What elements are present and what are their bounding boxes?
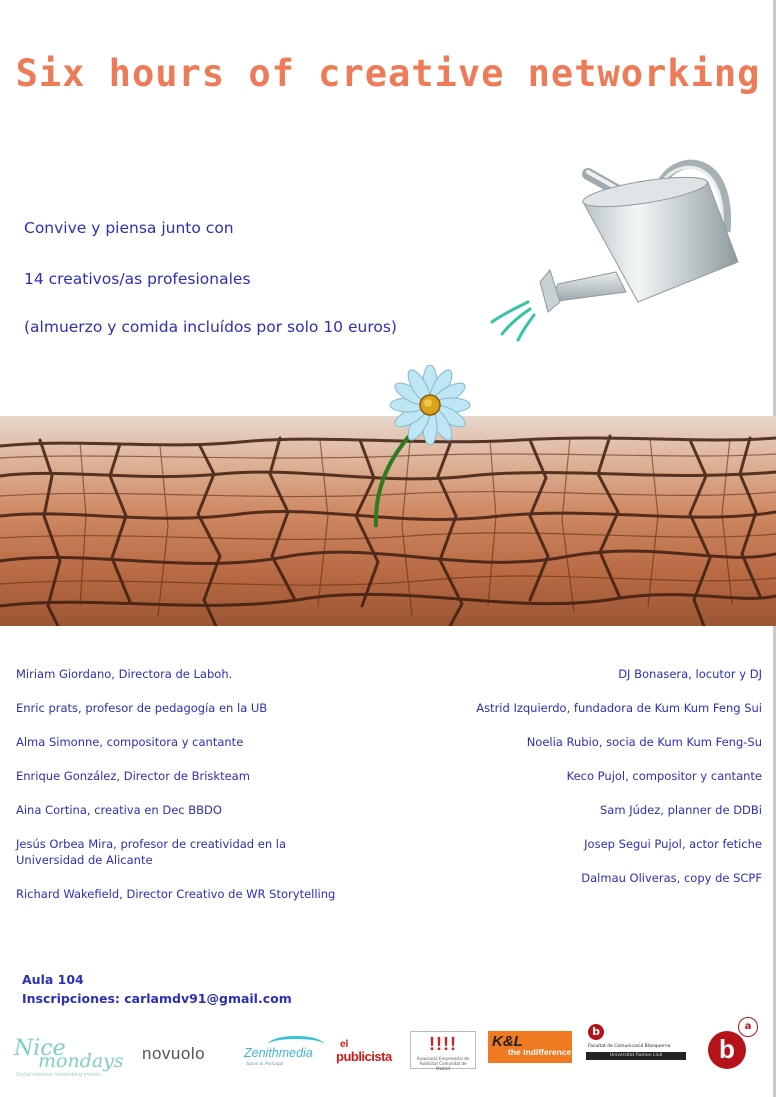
ba-logo-b: b xyxy=(708,1031,746,1069)
faculty-line1: Facultat de Comunicació Blanquerna xyxy=(588,1044,671,1049)
speaker-left-4: Enrique González, Director de Briskteam xyxy=(16,769,250,783)
intro-line-2: 14 creativos/as profesionales xyxy=(24,270,251,288)
venue-text: Aula 104 xyxy=(22,972,84,987)
kll-mark: K&L xyxy=(492,1033,523,1050)
agency-marks: !!!! xyxy=(429,1034,457,1054)
faculty-line2: Universitat Ramon Llull xyxy=(586,1052,686,1060)
el-publicista-logo xyxy=(336,1041,398,1069)
watering-can-icon xyxy=(488,152,748,342)
speaker-right-5: Sam Júdez, planner de DDBi xyxy=(599,803,762,817)
page-title: Six hours of creative networking xyxy=(15,52,761,95)
zenith-sub: Spain & Portugal xyxy=(246,1062,284,1067)
daisy-flower-icon xyxy=(360,365,480,530)
publicista-prefix: el xyxy=(340,1039,349,1050)
speaker-right-7: Dalmau Oliveras, copy de SCPF xyxy=(581,871,762,885)
speaker-left-1: Miriam Giordano, Directora de Laboh. xyxy=(16,667,233,681)
registration-text[interactable]: Inscripciones: carlamdv91@gmail.com xyxy=(22,991,292,1006)
ba-logo xyxy=(708,1017,758,1069)
intro-line-1: Convive y piensa junto con xyxy=(24,219,234,237)
speaker-left-7: Richard Wakefield, Director Creativo de WR Storytelling xyxy=(16,887,336,901)
speaker-left-5: Aina Cortina, creativa en Dec BBDO xyxy=(16,803,222,817)
nice-mondays-line1: Nice xyxy=(14,1036,66,1061)
speaker-right-2: Astrid Izquierdo, fundadora de Kum Kum Feng Sui xyxy=(476,701,762,715)
nice-mondays-tag: Social creative networking events xyxy=(16,1072,101,1078)
speaker-right-1: DJ Bonasera, locutor y DJ xyxy=(618,667,762,681)
nice-mondays-logo xyxy=(14,1036,126,1078)
ba-logo-a: a xyxy=(738,1017,758,1037)
agency-logo xyxy=(410,1031,476,1069)
speaker-left-2: Enric prats, profesor de pedagogía en la UB xyxy=(16,701,268,715)
speaker-left-3: Alma Simonne, compositora y cantante xyxy=(16,735,244,749)
nice-mondays-line2: mondays xyxy=(38,1050,124,1072)
speaker-right-6: Josep Segui Pujol, actor fetiche xyxy=(584,837,762,851)
intro-line-3: (almuerzo y comida incluídos por solo 10 euros) xyxy=(24,318,397,336)
speaker-right-3: Noelia Rubio, socia de Kum Kum Feng-Su xyxy=(526,735,762,749)
kll-logo xyxy=(488,1031,572,1063)
speaker-left-6: Jesús Orbea Mira, profesor de creatividad en la Universidad de Alicante xyxy=(16,837,287,867)
blanquerna-faculty-logo xyxy=(584,1024,688,1070)
zenithmedia-logo xyxy=(242,1036,324,1072)
agency-small: Associació Empresarial de Publicitat Comunitat de Madrid xyxy=(416,1056,470,1071)
publicista-name: publicista xyxy=(336,1049,392,1064)
novuolo-logo: novuolo xyxy=(142,1044,206,1063)
faculty-mark: b xyxy=(588,1024,604,1040)
zenith-name: Zenithmedia xyxy=(244,1046,313,1060)
speaker-right-4: Keco Pujol, compositor y cantante xyxy=(566,769,762,783)
kll-name: the indifference xyxy=(508,1047,572,1057)
